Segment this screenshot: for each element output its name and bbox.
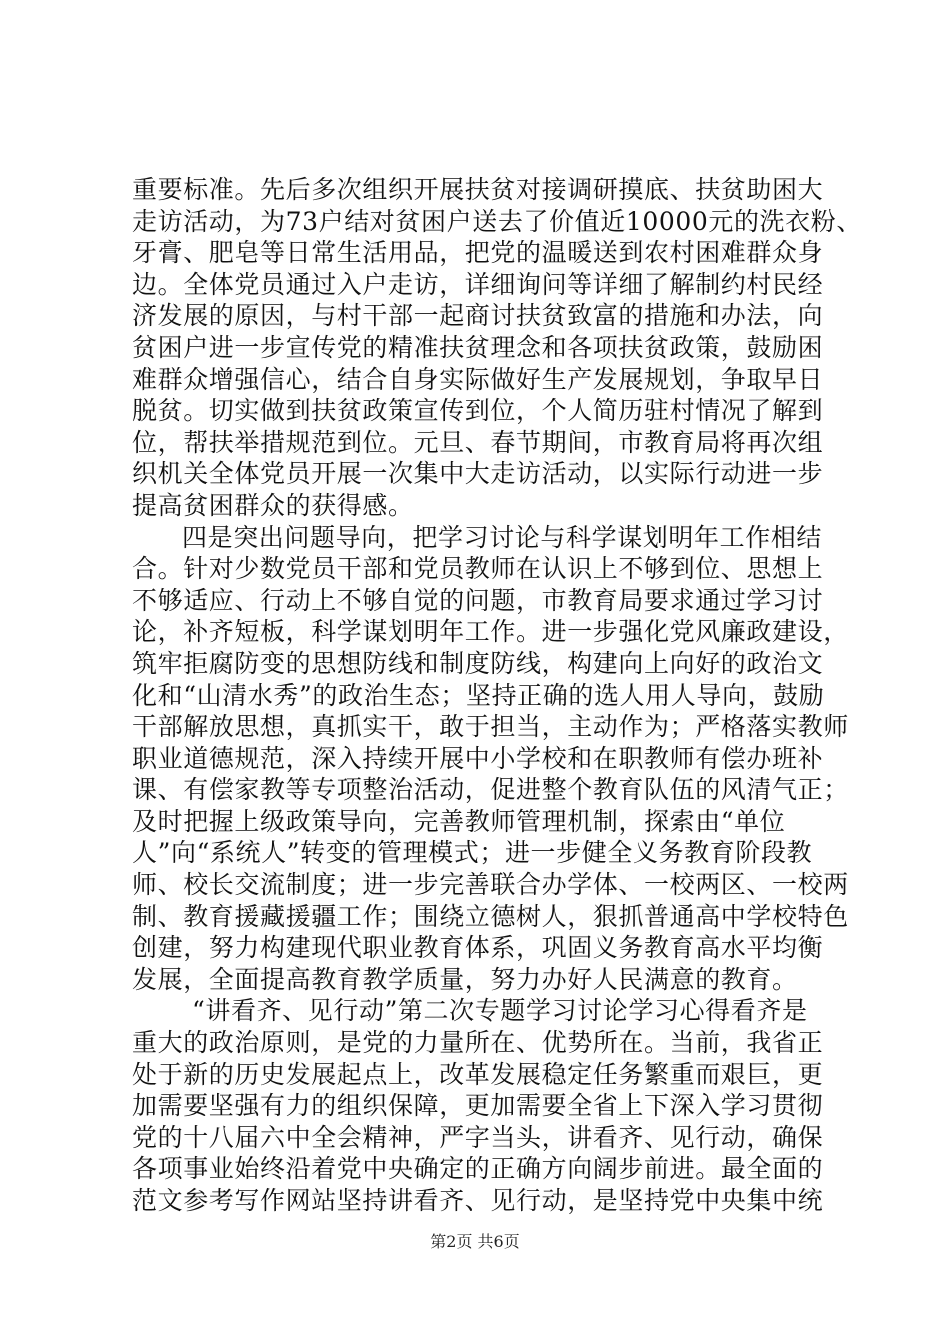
text-line: 人”向“系统人”转变的管理模式；进一步健全义务教育阶段教 [132,838,813,868]
text-line: 干部解放思想，真抓实干，敢于担当，主动作为；严格落实教师 [132,712,849,742]
text-line: 发展，全面提高教育教学质量，努力办好人民满意的教育。 [132,964,798,994]
text-line: 济发展的原因，与村干部一起商讨扶贫致富的措施和办法，向 [132,301,824,331]
text-line: “讲看齐、见行动”第二次专题学习讨论学习心得看齐是 [192,996,808,1026]
text-line: 贫困户进一步宣传党的精准扶贫理念和各项扶贫政策，鼓励困 [132,332,824,362]
paragraph-1 [132,174,862,522]
text-line: 脱贫。切实做到扶贫政策宣传到位，个人简历驻村情况了解到 [132,396,824,426]
text-line: 重要标准。先后多次组织开展扶贫对接调研摸底、扶贫助困大 [132,175,824,204]
text-line: 边。全体党员通过入户走访，详细询问等详细了解制约村民经 [132,269,824,299]
text-line: 师、校长交流制度；进一步完善联合办学体、一校两区、一校两 [132,870,849,900]
text-line: 化和“山清水秀”的政治生态；坚持正确的选人用人导向，鼓励 [132,680,825,710]
text-line: 提高贫困群众的获得感。 [132,490,414,520]
text-line: 织机关全体党员开展一次集中大走访活动，以实际行动进一步 [132,459,824,489]
paragraph-2 [132,522,849,996]
text-line: 创建，努力构建现代职业教育体系，巩固义务教育高水平均衡 [132,933,824,963]
text-line: 合。针对少数党员干部和党员教师在认识上不够到位、思想上 [132,554,824,584]
text-line: 范文参考写作网站坚持讲看齐、见行动，是坚持党中央集中统 [132,1186,824,1215]
text-line: 及时把握上级政策导向，完善教师管理机制，探索由“单位 [132,806,786,836]
body-text [132,174,862,1217]
text-line: 牙膏、肥皂等日常生活用品，把党的温暖送到农村困难群众身 [132,238,824,268]
text-line: 位，帮扶举措规范到位。元旦、春节期间，市教育局将再次组 [132,427,824,457]
text-line: 难群众增强信心，结合自身实际做好生产发展规划，争取早日 [132,364,824,394]
text-line: 党的十八届六中全会精神，严字当头，讲看齐、见行动，确保 [132,1122,824,1152]
text-line: 重大的政治原则，是党的力量所在、优势所在。当前，我省正 [132,1028,824,1058]
text-line: 各项事业始终沿着党中央确定的正确方向阔步前进。最全面的 [132,1154,824,1184]
text-line: 制、教育援藏援疆工作；围绕立德树人，狠抓普通高中学校特色 [132,901,849,931]
text-line: 不够适应、行动上不够自觉的问题，市教育局要求通过学习讨 [132,585,824,615]
text-line: 处于新的历史发展起点上，改革发展稳定任务繁重而艰巨，更 [132,1059,824,1089]
text-line: 职业道德规范，深入持续开展中小学校和在职教师有偿办班补 [132,743,824,773]
text-line: 论，补齐短板，科学谋划明年工作。进一步强化党风廉政建设， [132,617,849,647]
text-line: 走访活动，为73户结对贫困户送去了价值近10000元的洗衣粉、 [132,206,862,236]
page-number-footer: 第2页 共6页 [430,1232,520,1251]
text-line: 筑牢拒腐防变的思想防线和制度防线，构建向上向好的政治文 [132,648,824,678]
text-line: 四是突出问题导向，把学习讨论与科学谋划明年工作相结 [182,522,823,552]
text-line: 加需要坚强有力的组织保障，更加需要全省上下深入学习贯彻 [132,1091,824,1121]
text-line: 课、有偿家教等专项整治活动，促进整个教育队伍的风清气正； [132,775,849,805]
paragraph-3 [132,995,832,1216]
